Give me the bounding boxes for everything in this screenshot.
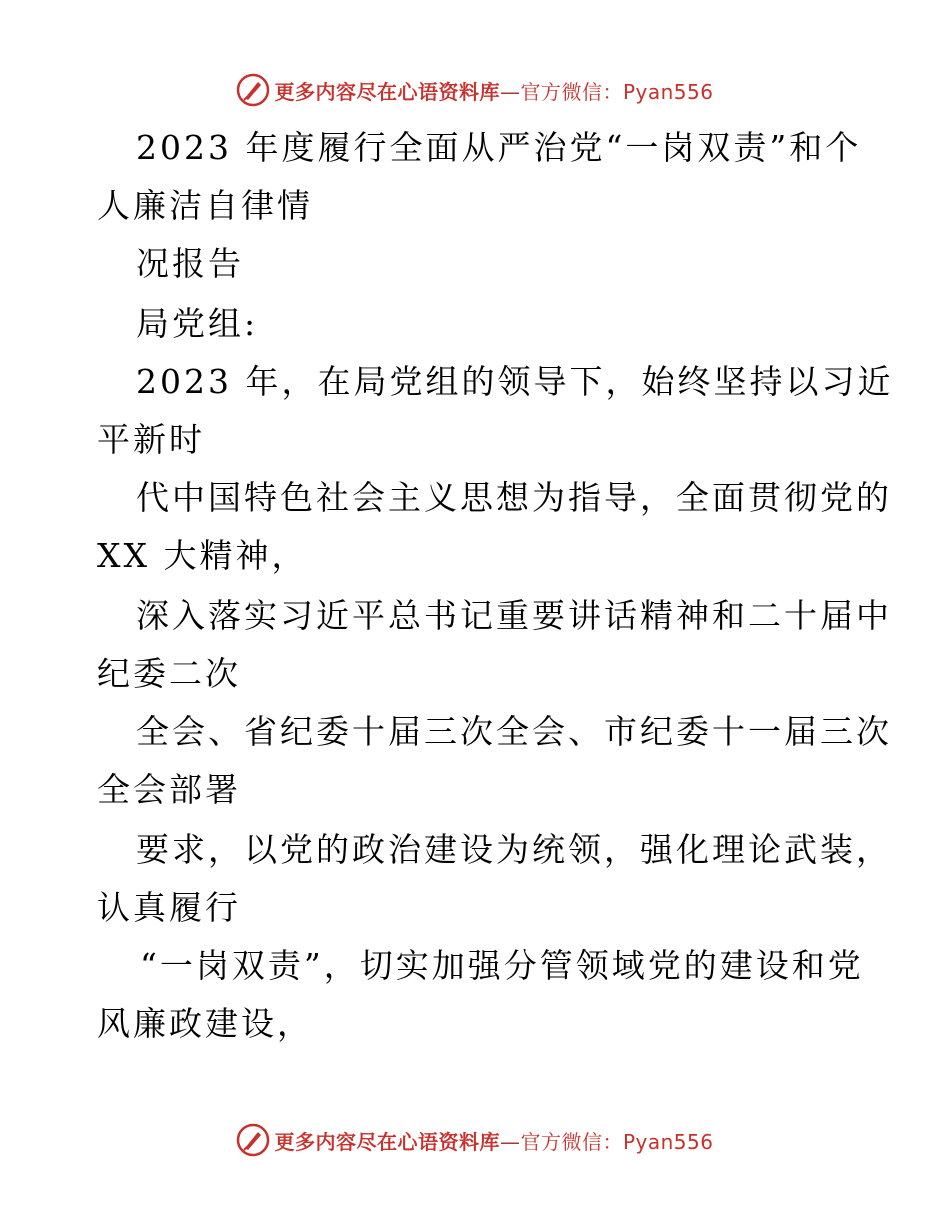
- paragraph-line: “一岗双责”，切实加强分管领域党的建设和党: [140, 946, 864, 985]
- watermark-cta: 更多内容尽在心语资料库: [274, 1129, 500, 1154]
- paragraph-line: 风廉政建设，: [97, 1004, 313, 1043]
- paragraph-line: 全会、省纪委十届三次全会、市纪委十一届三次: [136, 712, 892, 751]
- paragraph-line: 认真履行: [97, 888, 241, 927]
- watermark-separator: —: [499, 79, 521, 104]
- paragraph-line: 平新时: [97, 420, 205, 459]
- paragraph-line: 要求，以党的政治建设为统领，强化理论武装，: [136, 830, 892, 869]
- paragraph-line: 代中国特色社会主义思想为指导，全面贯彻党的: [136, 478, 892, 517]
- watermark-header: [0, 70, 950, 110]
- title-line-2: 人廉洁自律情: [97, 186, 313, 225]
- watermark-cta: 更多内容尽在心语资料库: [274, 79, 500, 104]
- paragraph-line: 全会部署: [97, 770, 241, 809]
- title-line-1: 2023 年度履行全面从严治党“一岗双责”和个: [136, 128, 862, 167]
- quill-logo-icon: [236, 1123, 270, 1157]
- paragraph-line: XX 大精神，: [97, 536, 308, 575]
- paragraph-line: 纪委二次: [97, 654, 241, 693]
- watermark-contact: 官方微信：Pyan556: [520, 1129, 714, 1154]
- quill-logo-icon: [236, 73, 270, 107]
- watermark-contact: 官方微信：Pyan556: [520, 79, 714, 104]
- watermark-footer: [0, 1120, 950, 1160]
- paragraph-line: 2023 年，在局党组的领导下，始终坚持以习近: [136, 362, 894, 401]
- salutation: 局党组:: [136, 304, 259, 343]
- watermark-separator: —: [499, 1129, 521, 1154]
- paragraph-line: 深入落实习近平总书记重要讲话精神和二十届中: [136, 596, 892, 635]
- title-line-3: 况报告: [136, 244, 244, 283]
